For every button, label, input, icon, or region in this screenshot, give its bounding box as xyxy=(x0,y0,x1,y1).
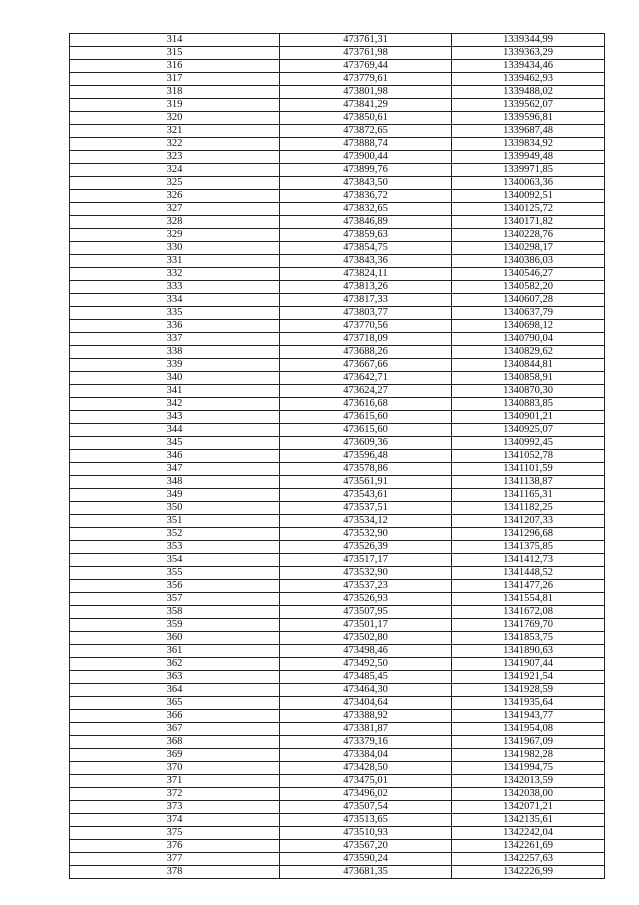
point-number-cell: 362 xyxy=(70,658,280,671)
point-number-cell: 358 xyxy=(70,606,280,619)
table-row xyxy=(70,476,605,489)
table-row xyxy=(70,541,605,554)
table-row xyxy=(70,385,605,398)
table-row xyxy=(70,645,605,658)
point-number-cell: 369 xyxy=(70,749,280,762)
x-coordinate-cell: 473384,04 xyxy=(280,749,452,762)
y-coordinate-cell: 1341101,59 xyxy=(452,463,605,476)
x-coordinate-cell: 473537,23 xyxy=(280,580,452,593)
x-coordinate-cell: 473543,61 xyxy=(280,489,452,502)
y-coordinate-cell: 1341165,31 xyxy=(452,489,605,502)
y-coordinate-cell: 1340883,85 xyxy=(452,398,605,411)
y-coordinate-cell: 1339687,48 xyxy=(452,125,605,138)
table-row xyxy=(70,463,605,476)
table-row xyxy=(70,502,605,515)
table-row xyxy=(70,450,605,463)
table-row xyxy=(70,294,605,307)
y-coordinate-cell: 1341412,73 xyxy=(452,554,605,567)
point-number-cell: 365 xyxy=(70,697,280,710)
point-number-cell: 377 xyxy=(70,853,280,866)
y-coordinate-cell: 1341052,78 xyxy=(452,450,605,463)
x-coordinate-cell: 473404,64 xyxy=(280,697,452,710)
table-row xyxy=(70,528,605,541)
point-number-cell: 364 xyxy=(70,684,280,697)
table-row xyxy=(70,138,605,151)
y-coordinate-cell: 1340386,03 xyxy=(452,255,605,268)
table-row xyxy=(70,411,605,424)
x-coordinate-cell: 473624,27 xyxy=(280,385,452,398)
table-row xyxy=(70,151,605,164)
table-row xyxy=(70,619,605,632)
y-coordinate-cell: 1340063,36 xyxy=(452,177,605,190)
table-row xyxy=(70,229,605,242)
x-coordinate-cell: 473609,36 xyxy=(280,437,452,450)
x-coordinate-cell: 473475,01 xyxy=(280,775,452,788)
table-row xyxy=(70,112,605,125)
x-coordinate-cell: 473615,60 xyxy=(280,411,452,424)
y-coordinate-cell: 1341928,59 xyxy=(452,684,605,697)
x-coordinate-cell: 473846,89 xyxy=(280,216,452,229)
y-coordinate-cell: 1341769,70 xyxy=(452,619,605,632)
table-row xyxy=(70,775,605,788)
point-number-cell: 316 xyxy=(70,60,280,73)
y-coordinate-cell: 1339971,85 xyxy=(452,164,605,177)
point-number-cell: 332 xyxy=(70,268,280,281)
x-coordinate-cell: 473803,77 xyxy=(280,307,452,320)
y-coordinate-cell: 1342261,69 xyxy=(452,840,605,853)
table-row xyxy=(70,671,605,684)
x-coordinate-cell: 473502,80 xyxy=(280,632,452,645)
x-coordinate-cell: 473667,66 xyxy=(280,359,452,372)
y-coordinate-cell: 1339834,92 xyxy=(452,138,605,151)
y-coordinate-cell: 1341477,26 xyxy=(452,580,605,593)
table-row xyxy=(70,866,605,879)
y-coordinate-cell: 1339434,46 xyxy=(452,60,605,73)
x-coordinate-cell: 473526,39 xyxy=(280,541,452,554)
x-coordinate-cell: 473537,51 xyxy=(280,502,452,515)
x-coordinate-cell: 473770,56 xyxy=(280,320,452,333)
x-coordinate-cell: 473464,30 xyxy=(280,684,452,697)
y-coordinate-cell: 1340870,30 xyxy=(452,385,605,398)
x-coordinate-cell: 473517,17 xyxy=(280,554,452,567)
table-row xyxy=(70,333,605,346)
x-coordinate-cell: 473388,92 xyxy=(280,710,452,723)
x-coordinate-cell: 473843,36 xyxy=(280,255,452,268)
x-coordinate-cell: 473843,50 xyxy=(280,177,452,190)
table-row xyxy=(70,268,605,281)
y-coordinate-cell: 1340125,72 xyxy=(452,203,605,216)
x-coordinate-cell: 473850,61 xyxy=(280,112,452,125)
y-coordinate-cell: 1340637,79 xyxy=(452,307,605,320)
y-coordinate-cell: 1341954,08 xyxy=(452,723,605,736)
table-row xyxy=(70,489,605,502)
point-number-cell: 346 xyxy=(70,450,280,463)
point-number-cell: 373 xyxy=(70,801,280,814)
point-number-cell: 368 xyxy=(70,736,280,749)
point-number-cell: 338 xyxy=(70,346,280,359)
point-number-cell: 315 xyxy=(70,47,280,60)
table-row xyxy=(70,320,605,333)
point-number-cell: 324 xyxy=(70,164,280,177)
point-number-cell: 359 xyxy=(70,619,280,632)
y-coordinate-cell: 1341554,81 xyxy=(452,593,605,606)
point-number-cell: 329 xyxy=(70,229,280,242)
y-coordinate-cell: 1340925,07 xyxy=(452,424,605,437)
y-coordinate-cell: 1341138,87 xyxy=(452,476,605,489)
point-number-cell: 349 xyxy=(70,489,280,502)
point-number-cell: 336 xyxy=(70,320,280,333)
point-number-cell: 370 xyxy=(70,762,280,775)
point-number-cell: 317 xyxy=(70,73,280,86)
table-row xyxy=(70,710,605,723)
point-number-cell: 354 xyxy=(70,554,280,567)
table-row xyxy=(70,242,605,255)
y-coordinate-cell: 1340844,81 xyxy=(452,359,605,372)
table-row xyxy=(70,372,605,385)
y-coordinate-cell: 1341207,33 xyxy=(452,515,605,528)
table-row xyxy=(70,515,605,528)
x-coordinate-cell: 473496,02 xyxy=(280,788,452,801)
point-number-cell: 342 xyxy=(70,398,280,411)
table-row xyxy=(70,827,605,840)
y-coordinate-cell: 1340901,21 xyxy=(452,411,605,424)
y-coordinate-cell: 1341921,54 xyxy=(452,671,605,684)
table-row xyxy=(70,255,605,268)
x-coordinate-cell: 473379,16 xyxy=(280,736,452,749)
y-coordinate-cell: 1342038,00 xyxy=(452,788,605,801)
table-row xyxy=(70,60,605,73)
table-row xyxy=(70,164,605,177)
point-number-cell: 331 xyxy=(70,255,280,268)
point-number-cell: 357 xyxy=(70,593,280,606)
table-row xyxy=(70,814,605,827)
point-number-cell: 360 xyxy=(70,632,280,645)
x-coordinate-cell: 473513,65 xyxy=(280,814,452,827)
table-row xyxy=(70,632,605,645)
y-coordinate-cell: 1339596,81 xyxy=(452,112,605,125)
x-coordinate-cell: 473532,90 xyxy=(280,567,452,580)
x-coordinate-cell: 473688,26 xyxy=(280,346,452,359)
point-number-cell: 366 xyxy=(70,710,280,723)
y-coordinate-cell: 1341943,77 xyxy=(452,710,605,723)
table-row xyxy=(70,580,605,593)
x-coordinate-cell: 473761,98 xyxy=(280,47,452,60)
point-number-cell: 374 xyxy=(70,814,280,827)
x-coordinate-cell: 473900,44 xyxy=(280,151,452,164)
x-coordinate-cell: 473761,31 xyxy=(280,34,452,47)
table-row xyxy=(70,203,605,216)
point-number-cell: 334 xyxy=(70,294,280,307)
table-row xyxy=(70,554,605,567)
y-coordinate-cell: 1342226,99 xyxy=(452,866,605,879)
table-row xyxy=(70,47,605,60)
x-coordinate-cell: 473561,91 xyxy=(280,476,452,489)
x-coordinate-cell: 473824,11 xyxy=(280,268,452,281)
x-coordinate-cell: 473590,24 xyxy=(280,853,452,866)
x-coordinate-cell: 473534,12 xyxy=(280,515,452,528)
y-coordinate-cell: 1341967,09 xyxy=(452,736,605,749)
y-coordinate-cell: 1339344,99 xyxy=(452,34,605,47)
table-row xyxy=(70,697,605,710)
point-number-cell: 367 xyxy=(70,723,280,736)
point-number-cell: 372 xyxy=(70,788,280,801)
point-number-cell: 363 xyxy=(70,671,280,684)
table-row xyxy=(70,307,605,320)
y-coordinate-cell: 1340546,27 xyxy=(452,268,605,281)
y-coordinate-cell: 1342013,59 xyxy=(452,775,605,788)
x-coordinate-cell: 473888,74 xyxy=(280,138,452,151)
table-row xyxy=(70,346,605,359)
x-coordinate-cell: 473428,50 xyxy=(280,762,452,775)
y-coordinate-cell: 1340228,76 xyxy=(452,229,605,242)
x-coordinate-cell: 473841,29 xyxy=(280,99,452,112)
point-number-cell: 326 xyxy=(70,190,280,203)
x-coordinate-cell: 473567,20 xyxy=(280,840,452,853)
y-coordinate-cell: 1340829,62 xyxy=(452,346,605,359)
point-number-cell: 345 xyxy=(70,437,280,450)
table-row xyxy=(70,216,605,229)
point-number-cell: 327 xyxy=(70,203,280,216)
x-coordinate-cell: 473510,93 xyxy=(280,827,452,840)
x-coordinate-cell: 473642,71 xyxy=(280,372,452,385)
point-number-cell: 343 xyxy=(70,411,280,424)
y-coordinate-cell: 1341994,75 xyxy=(452,762,605,775)
point-number-cell: 351 xyxy=(70,515,280,528)
y-coordinate-cell: 1341296,68 xyxy=(452,528,605,541)
point-number-cell: 340 xyxy=(70,372,280,385)
table-row xyxy=(70,437,605,450)
y-coordinate-cell: 1341982,28 xyxy=(452,749,605,762)
point-number-cell: 339 xyxy=(70,359,280,372)
point-number-cell: 347 xyxy=(70,463,280,476)
table-row xyxy=(70,762,605,775)
y-coordinate-cell: 1341448,52 xyxy=(452,567,605,580)
y-coordinate-cell: 1341853,75 xyxy=(452,632,605,645)
x-coordinate-cell: 473596,48 xyxy=(280,450,452,463)
table-row xyxy=(70,840,605,853)
point-number-cell: 321 xyxy=(70,125,280,138)
point-number-cell: 325 xyxy=(70,177,280,190)
point-number-cell: 337 xyxy=(70,333,280,346)
x-coordinate-cell: 473616,68 xyxy=(280,398,452,411)
y-coordinate-cell: 1339363,29 xyxy=(452,47,605,60)
y-coordinate-cell: 1340582,20 xyxy=(452,281,605,294)
point-number-cell: 353 xyxy=(70,541,280,554)
table-row xyxy=(70,801,605,814)
y-coordinate-cell: 1340298,17 xyxy=(452,242,605,255)
y-coordinate-cell: 1342071,21 xyxy=(452,801,605,814)
x-coordinate-cell: 473718,09 xyxy=(280,333,452,346)
x-coordinate-cell: 473817,33 xyxy=(280,294,452,307)
table-row xyxy=(70,853,605,866)
y-coordinate-cell: 1341907,44 xyxy=(452,658,605,671)
x-coordinate-cell: 473769,44 xyxy=(280,60,452,73)
y-coordinate-cell: 1340992,45 xyxy=(452,437,605,450)
x-coordinate-cell: 473492,50 xyxy=(280,658,452,671)
y-coordinate-cell: 1342257,63 xyxy=(452,853,605,866)
point-number-cell: 319 xyxy=(70,99,280,112)
table-row xyxy=(70,567,605,580)
table-row xyxy=(70,34,605,47)
y-coordinate-cell: 1340607,28 xyxy=(452,294,605,307)
y-coordinate-cell: 1339488,02 xyxy=(452,86,605,99)
table-row xyxy=(70,593,605,606)
x-coordinate-cell: 473507,54 xyxy=(280,801,452,814)
x-coordinate-cell: 473578,86 xyxy=(280,463,452,476)
point-number-cell: 314 xyxy=(70,34,280,47)
point-number-cell: 371 xyxy=(70,775,280,788)
coordinates-table-body xyxy=(70,34,605,879)
x-coordinate-cell: 473532,90 xyxy=(280,528,452,541)
x-coordinate-cell: 473872,65 xyxy=(280,125,452,138)
point-number-cell: 322 xyxy=(70,138,280,151)
x-coordinate-cell: 473615,60 xyxy=(280,424,452,437)
y-coordinate-cell: 1341672,08 xyxy=(452,606,605,619)
table-row xyxy=(70,86,605,99)
y-coordinate-cell: 1340698,12 xyxy=(452,320,605,333)
table-row xyxy=(70,190,605,203)
y-coordinate-cell: 1342135,61 xyxy=(452,814,605,827)
table-row xyxy=(70,125,605,138)
x-coordinate-cell: 473381,87 xyxy=(280,723,452,736)
y-coordinate-cell: 1342242,04 xyxy=(452,827,605,840)
point-number-cell: 361 xyxy=(70,645,280,658)
point-number-cell: 344 xyxy=(70,424,280,437)
point-number-cell: 320 xyxy=(70,112,280,125)
table-row xyxy=(70,73,605,86)
x-coordinate-cell: 473813,26 xyxy=(280,281,452,294)
point-number-cell: 335 xyxy=(70,307,280,320)
table-row xyxy=(70,658,605,671)
x-coordinate-cell: 473501,17 xyxy=(280,619,452,632)
table-row xyxy=(70,684,605,697)
y-coordinate-cell: 1339562,07 xyxy=(452,99,605,112)
y-coordinate-cell: 1340092,51 xyxy=(452,190,605,203)
point-number-cell: 355 xyxy=(70,567,280,580)
table-row xyxy=(70,749,605,762)
x-coordinate-cell: 473485,45 xyxy=(280,671,452,684)
table-row xyxy=(70,99,605,112)
x-coordinate-cell: 473507,95 xyxy=(280,606,452,619)
y-coordinate-cell: 1340171,82 xyxy=(452,216,605,229)
table-row xyxy=(70,177,605,190)
coordinates-table xyxy=(69,33,605,879)
point-number-cell: 356 xyxy=(70,580,280,593)
x-coordinate-cell: 473801,98 xyxy=(280,86,452,99)
table-row xyxy=(70,788,605,801)
x-coordinate-cell: 473899,76 xyxy=(280,164,452,177)
point-number-cell: 376 xyxy=(70,840,280,853)
table-row xyxy=(70,424,605,437)
point-number-cell: 341 xyxy=(70,385,280,398)
point-number-cell: 323 xyxy=(70,151,280,164)
x-coordinate-cell: 473836,72 xyxy=(280,190,452,203)
table-row xyxy=(70,359,605,372)
y-coordinate-cell: 1339462,93 xyxy=(452,73,605,86)
table-row xyxy=(70,736,605,749)
y-coordinate-cell: 1341182,25 xyxy=(452,502,605,515)
point-number-cell: 318 xyxy=(70,86,280,99)
x-coordinate-cell: 473854,75 xyxy=(280,242,452,255)
y-coordinate-cell: 1339949,48 xyxy=(452,151,605,164)
table-row xyxy=(70,398,605,411)
x-coordinate-cell: 473859,63 xyxy=(280,229,452,242)
y-coordinate-cell: 1340790,04 xyxy=(452,333,605,346)
y-coordinate-cell: 1340858,91 xyxy=(452,372,605,385)
table-row xyxy=(70,281,605,294)
table-row xyxy=(70,606,605,619)
y-coordinate-cell: 1341935,64 xyxy=(452,697,605,710)
x-coordinate-cell: 473498,46 xyxy=(280,645,452,658)
point-number-cell: 330 xyxy=(70,242,280,255)
point-number-cell: 328 xyxy=(70,216,280,229)
point-number-cell: 333 xyxy=(70,281,280,294)
y-coordinate-cell: 1341375,85 xyxy=(452,541,605,554)
x-coordinate-cell: 473681,35 xyxy=(280,866,452,879)
point-number-cell: 352 xyxy=(70,528,280,541)
point-number-cell: 350 xyxy=(70,502,280,515)
point-number-cell: 375 xyxy=(70,827,280,840)
point-number-cell: 378 xyxy=(70,866,280,879)
x-coordinate-cell: 473832,65 xyxy=(280,203,452,216)
x-coordinate-cell: 473526,93 xyxy=(280,593,452,606)
x-coordinate-cell: 473779,61 xyxy=(280,73,452,86)
point-number-cell: 348 xyxy=(70,476,280,489)
table-row xyxy=(70,723,605,736)
y-coordinate-cell: 1341890,63 xyxy=(452,645,605,658)
